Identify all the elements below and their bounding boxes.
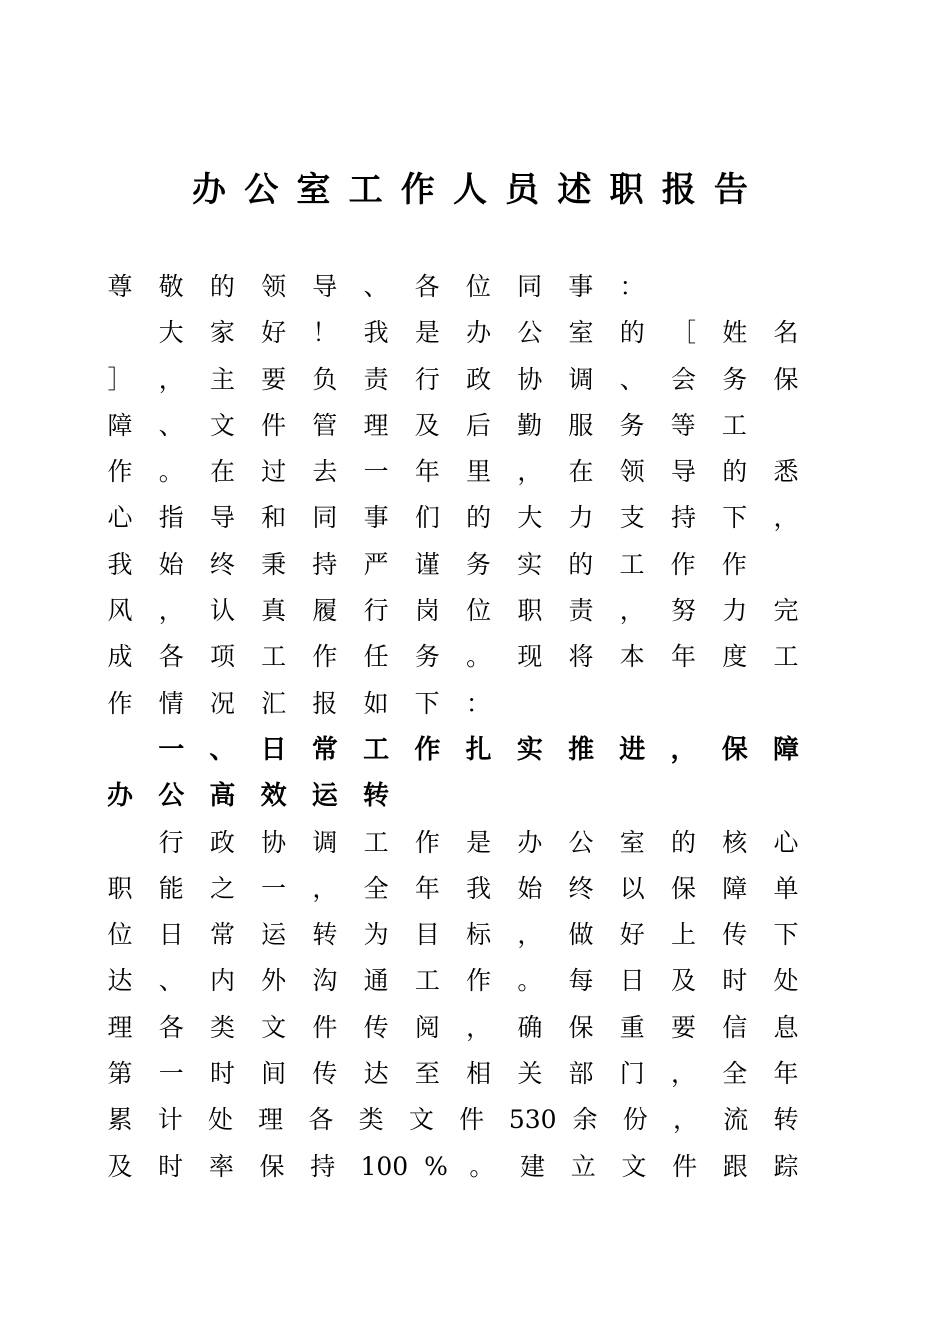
text-char: 及 — [414, 410, 440, 440]
text-char: 姓 — [722, 318, 748, 348]
text-char: 达 — [107, 966, 133, 996]
text-char: 运 — [311, 781, 338, 812]
text-char: 年 — [671, 642, 697, 672]
text-char: 终 — [568, 873, 594, 903]
text-char: 完 — [773, 596, 799, 626]
text-char: 大 — [517, 503, 543, 533]
text-char: 风 — [107, 596, 133, 626]
text-char: 政 — [466, 364, 492, 394]
text-char: 扎 — [465, 734, 492, 765]
text-char: 我 — [107, 549, 133, 579]
text-char: 件 — [672, 1151, 698, 1181]
text-char: 办 — [517, 827, 543, 857]
text-char: 我 — [363, 318, 389, 348]
text-char: 处 — [207, 1105, 233, 1135]
text-char: 作 — [107, 688, 133, 718]
paragraph-line — [107, 495, 799, 541]
text-char: 心 — [107, 503, 133, 533]
text-char: 行 — [414, 364, 440, 394]
text-char: 之 — [209, 873, 235, 903]
text-char: 实 — [517, 549, 543, 579]
text-char: 转 — [312, 920, 338, 950]
text-char: 行 — [158, 827, 184, 857]
text-char: 任 — [363, 642, 389, 672]
text-char: 政 — [209, 827, 235, 857]
text-char: 作 — [466, 966, 492, 996]
text-char: 是 — [414, 318, 440, 348]
text-char: 领 — [619, 457, 645, 487]
title-char: 办 — [192, 170, 226, 210]
text-char: 始 — [517, 873, 543, 903]
text-char: 日 — [260, 734, 287, 765]
text-char: 事 — [568, 272, 594, 301]
text-char: 工 — [721, 410, 747, 440]
text-char: 的 — [671, 827, 697, 857]
paragraph-line — [107, 588, 799, 634]
text-char: 协 — [261, 827, 287, 857]
text-char: 保 — [259, 1151, 285, 1181]
text-char: 全 — [363, 873, 389, 903]
text-char: 效 — [260, 781, 287, 812]
text-char: 去 — [312, 457, 338, 487]
text-char: 传 — [722, 920, 748, 950]
paragraph-line — [107, 958, 799, 1004]
text-char: 岗 — [414, 596, 440, 626]
text-char: 务 — [619, 410, 645, 440]
document-title — [190, 166, 750, 214]
text-char: 务 — [414, 642, 440, 672]
text-char: 常 — [311, 734, 338, 765]
text-char: 持 — [671, 503, 697, 533]
text-char: 第 — [107, 1059, 133, 1089]
text-char: 能 — [158, 873, 184, 903]
text-char: 作 — [670, 549, 696, 579]
text-char: 间 — [261, 1059, 287, 1089]
text-char: 事 — [363, 503, 389, 533]
text-char: ， — [517, 920, 543, 950]
title-char: 报 — [661, 170, 696, 210]
text-char: 年 — [414, 457, 440, 487]
text-char: 类 — [358, 1105, 384, 1135]
text-char: 导 — [671, 457, 697, 487]
text-char: ， — [158, 596, 184, 626]
text-char: 保 — [773, 364, 799, 394]
text-char: 各 — [414, 272, 440, 301]
text-char: 各 — [158, 642, 184, 672]
text-char: % — [424, 1151, 448, 1181]
text-char: 件 — [261, 410, 287, 440]
text-char: 主 — [209, 364, 235, 394]
title-char: 人 — [452, 170, 487, 210]
text-char: 。 — [158, 457, 184, 487]
text-char: 理 — [363, 410, 389, 440]
text-char: 秉 — [261, 549, 287, 579]
text-char: 务 — [465, 549, 491, 579]
title-char: 工 — [348, 170, 383, 210]
text-char: 目 — [414, 920, 440, 950]
text-char: 日 — [158, 920, 184, 950]
text-char: 年 — [414, 873, 440, 903]
text-char: 跟 — [722, 1151, 748, 1181]
text-char: 终 — [209, 549, 235, 579]
text-char: 上 — [671, 920, 697, 950]
text-char: 职 — [107, 873, 133, 903]
text-char: 公 — [568, 827, 594, 857]
text-char: 努 — [671, 596, 697, 626]
text-char: 全 — [722, 1059, 748, 1089]
text-char: 文 — [621, 1151, 647, 1181]
text-char: 成 — [107, 642, 133, 672]
text-char: 职 — [517, 596, 543, 626]
paragraph-line — [107, 681, 799, 727]
text-char: 。 — [517, 966, 543, 996]
text-char: 信 — [722, 1012, 748, 1042]
text-char: 务 — [722, 364, 748, 394]
text-char: 保 — [721, 734, 748, 765]
text-char: 率 — [208, 1151, 234, 1181]
text-char: 息 — [773, 1012, 799, 1042]
text-char: 的 — [568, 549, 594, 579]
text-char: 立 — [570, 1151, 596, 1181]
text-char: ： — [465, 688, 491, 718]
text-char: 办 — [466, 318, 492, 348]
text-char: 运 — [261, 920, 287, 950]
text-char: 时 — [158, 1151, 184, 1181]
text-char: 如 — [363, 688, 389, 718]
text-char: 沟 — [312, 966, 338, 996]
text-char: 传 — [363, 1012, 389, 1042]
text-char: ， — [671, 1059, 697, 1089]
text-char: ， — [673, 1105, 699, 1135]
text-char: 汇 — [261, 688, 287, 718]
text-char: 常 — [209, 920, 235, 950]
paragraph-line — [107, 1005, 799, 1051]
text-char: 力 — [568, 503, 594, 533]
text-char: 导 — [312, 272, 338, 301]
text-char: 指 — [158, 503, 184, 533]
text-char: ， — [773, 503, 799, 533]
paragraph-line — [107, 820, 799, 866]
text-char: 调 — [568, 364, 594, 394]
text-char: 名 — [773, 318, 799, 348]
text-char: 在 — [209, 457, 235, 487]
text-char: 责 — [363, 364, 389, 394]
text-char: 勤 — [517, 410, 543, 440]
text-char: 办 — [107, 781, 134, 812]
text-char: 室 — [619, 827, 645, 857]
text-char: 持 — [312, 549, 338, 579]
text-char: ， — [312, 873, 338, 903]
text-char: 、 — [619, 364, 645, 394]
text-char: 高 — [209, 781, 236, 812]
text-char: 达 — [363, 1059, 389, 1089]
text-char: 。 — [469, 1151, 495, 1181]
text-char: 理 — [107, 1012, 133, 1042]
text-char: 力 — [722, 596, 748, 626]
text-char: 况 — [209, 688, 235, 718]
text-char: 通 — [363, 966, 389, 996]
text-char: 工 — [261, 642, 287, 672]
text-char: 报 — [312, 688, 338, 718]
text-char: 同 — [312, 503, 338, 533]
text-char: 始 — [158, 549, 184, 579]
text-char: 门 — [619, 1059, 645, 1089]
text-char: 一 — [158, 1059, 184, 1089]
text-char: 保 — [671, 873, 697, 903]
text-char: 转 — [363, 781, 390, 812]
text-char: 工 — [363, 734, 390, 765]
text-char: 至 — [414, 1059, 440, 1089]
text-char: 谨 — [414, 549, 440, 579]
text-char: 我 — [466, 873, 492, 903]
text-char: 责 — [568, 596, 594, 626]
text-char: 重 — [619, 1012, 645, 1042]
text-char: 流 — [723, 1105, 749, 1135]
text-char: 、 — [158, 410, 184, 440]
text-char: ， — [517, 457, 543, 487]
text-char: ： — [619, 272, 645, 301]
text-char: 理 — [258, 1105, 284, 1135]
text-char: 公 — [517, 318, 543, 348]
title-char: 员 — [505, 170, 540, 210]
text-char: 一 — [363, 457, 389, 487]
text-char: 导 — [209, 503, 235, 533]
text-char: 、 — [158, 966, 184, 996]
text-char: 推 — [568, 734, 595, 765]
paragraph-line — [107, 866, 799, 912]
text-char: 进 — [619, 734, 646, 765]
text-char: 领 — [261, 272, 287, 301]
text-char: 心 — [773, 827, 799, 857]
text-char: 各 — [308, 1105, 334, 1135]
text-char: 关 — [517, 1059, 543, 1089]
text-char: 的 — [466, 503, 492, 533]
title-char: 告 — [713, 170, 748, 210]
text-char: 障 — [773, 734, 800, 765]
text-char: 持 — [310, 1151, 336, 1181]
text-char: 以 — [619, 873, 645, 903]
text-char: 及 — [107, 1151, 133, 1181]
text-char: 内 — [209, 966, 235, 996]
paragraph-line — [107, 912, 799, 958]
text-char: 过 — [261, 457, 287, 487]
text-char: 真 — [261, 596, 287, 626]
text-char: 同 — [517, 272, 543, 301]
text-char: 时 — [209, 1059, 235, 1089]
text-char: 、 — [209, 734, 236, 765]
title-char: 作 — [400, 170, 435, 210]
text-char: 计 — [157, 1105, 183, 1135]
text-char: 核 — [722, 827, 748, 857]
text-char: 的 — [209, 272, 235, 301]
text-char: 类 — [209, 1012, 235, 1042]
text-char: 好 — [261, 318, 287, 348]
text-char: 服 — [568, 410, 594, 440]
text-char: 调 — [312, 827, 338, 857]
title-char: 公 — [244, 170, 279, 210]
text-char: 踪 — [773, 1151, 799, 1181]
paragraph-line — [107, 1051, 799, 1097]
text-char: 标 — [466, 920, 492, 950]
text-char: 后 — [465, 410, 491, 440]
text-char: 时 — [722, 966, 748, 996]
text-char: 作 — [312, 642, 338, 672]
text-char: 年 — [773, 1059, 799, 1089]
text-char: 下 — [414, 688, 440, 718]
text-char: 协 — [517, 364, 543, 394]
text-char: 累 — [107, 1105, 133, 1135]
text-char: 公 — [158, 781, 185, 812]
text-char: ］ — [107, 364, 133, 394]
text-char: 悉 — [773, 457, 799, 487]
text-char: 大 — [158, 318, 184, 348]
text-char: 、 — [363, 272, 389, 301]
text-char: 工 — [773, 642, 799, 672]
text-char: 和 — [261, 503, 287, 533]
text-char: 件 — [312, 1012, 338, 1042]
paragraph-line — [107, 1144, 799, 1190]
text-char: 将 — [568, 642, 594, 672]
text-char: 要 — [261, 364, 287, 394]
text-char: 下 — [722, 503, 748, 533]
text-char: 作 — [414, 827, 440, 857]
text-char: 作 — [414, 734, 441, 765]
text-char: 里 — [466, 457, 492, 487]
text-char: ， — [670, 734, 697, 765]
text-char: 每 — [568, 966, 594, 996]
text-char: 位 — [465, 272, 491, 301]
text-char: 文 — [209, 410, 235, 440]
text-char: 等 — [670, 410, 696, 440]
paragraph-line — [107, 310, 799, 356]
text-char: 余 — [572, 1105, 598, 1135]
text-char: 。 — [466, 642, 492, 672]
text-char: 实 — [516, 734, 543, 765]
text-char: 负 — [312, 364, 338, 394]
section-heading-line — [107, 727, 799, 773]
text-char: 们 — [414, 503, 440, 533]
text-char: 作 — [721, 549, 747, 579]
paragraph-line — [107, 264, 799, 310]
text-char: 单 — [773, 873, 799, 903]
text-char: ， — [619, 596, 645, 626]
text-char: ［ — [671, 318, 697, 348]
text-char: 障 — [722, 873, 748, 903]
text-char: 建 — [520, 1151, 546, 1181]
text-char: 尊 — [107, 272, 133, 301]
text-char: 日 — [619, 966, 645, 996]
text-char: 严 — [363, 549, 389, 579]
document-body — [107, 264, 799, 1190]
text-char: 确 — [517, 1012, 543, 1042]
text-char: 好 — [619, 920, 645, 950]
text-char: 要 — [671, 1012, 697, 1042]
text-char: 敬 — [158, 272, 184, 301]
text-char: 现 — [517, 642, 543, 672]
text-char: 件 — [459, 1105, 485, 1135]
text-char: 工 — [363, 827, 389, 857]
paragraph-line — [107, 449, 799, 495]
text-char: 下 — [773, 920, 799, 950]
paragraph-line — [107, 634, 799, 680]
text-char: 530 — [508, 1105, 557, 1135]
text-char: 行 — [363, 596, 389, 626]
text-char: 外 — [261, 966, 287, 996]
title-char: 职 — [609, 170, 644, 210]
text-char: 的 — [722, 457, 748, 487]
text-char: 的 — [619, 318, 645, 348]
text-char: 支 — [619, 503, 645, 533]
text-char: 相 — [466, 1059, 492, 1089]
text-char: 家 — [209, 318, 235, 348]
text-char: 保 — [568, 1012, 594, 1042]
text-char: 各 — [158, 1012, 184, 1042]
title-char: 述 — [557, 170, 592, 210]
text-char: ！ — [312, 318, 338, 348]
text-char: 文 — [261, 1012, 287, 1042]
text-char: 在 — [568, 457, 594, 487]
text-char: 位 — [466, 596, 492, 626]
title-char: 室 — [296, 170, 331, 210]
text-char: 是 — [466, 827, 492, 857]
text-char: ， — [158, 364, 184, 394]
text-char: 情 — [158, 688, 184, 718]
text-char: 传 — [312, 1059, 338, 1089]
text-char: 本 — [619, 642, 645, 672]
text-char: 及 — [671, 966, 697, 996]
text-char: 一 — [158, 734, 185, 765]
text-char: 项 — [209, 642, 235, 672]
text-char: 阅 — [414, 1012, 440, 1042]
paragraph-line — [107, 403, 799, 449]
text-char: ， — [466, 1012, 492, 1042]
text-char: 履 — [312, 596, 338, 626]
text-char: 100 — [360, 1151, 409, 1181]
text-char: 会 — [671, 364, 697, 394]
text-char: 认 — [209, 596, 235, 626]
text-char: 作 — [107, 457, 133, 487]
section-heading-line — [107, 773, 799, 819]
text-char: 障 — [107, 410, 133, 440]
text-char: 转 — [773, 1105, 799, 1135]
text-char: 为 — [363, 920, 389, 950]
paragraph-line — [107, 542, 799, 588]
text-char: 份 — [622, 1105, 648, 1135]
paragraph-line — [107, 1097, 799, 1143]
text-char: 室 — [568, 318, 594, 348]
text-char: 部 — [568, 1059, 594, 1089]
text-char: 处 — [773, 966, 799, 996]
text-char: 管 — [312, 410, 338, 440]
text-char: 工 — [619, 549, 645, 579]
text-char: 度 — [722, 642, 748, 672]
text-char: 做 — [568, 920, 594, 950]
text-char: 工 — [414, 966, 440, 996]
text-char: 文 — [408, 1105, 434, 1135]
paragraph-line — [107, 357, 799, 403]
text-char: 一 — [261, 873, 287, 903]
text-char: 位 — [107, 920, 133, 950]
